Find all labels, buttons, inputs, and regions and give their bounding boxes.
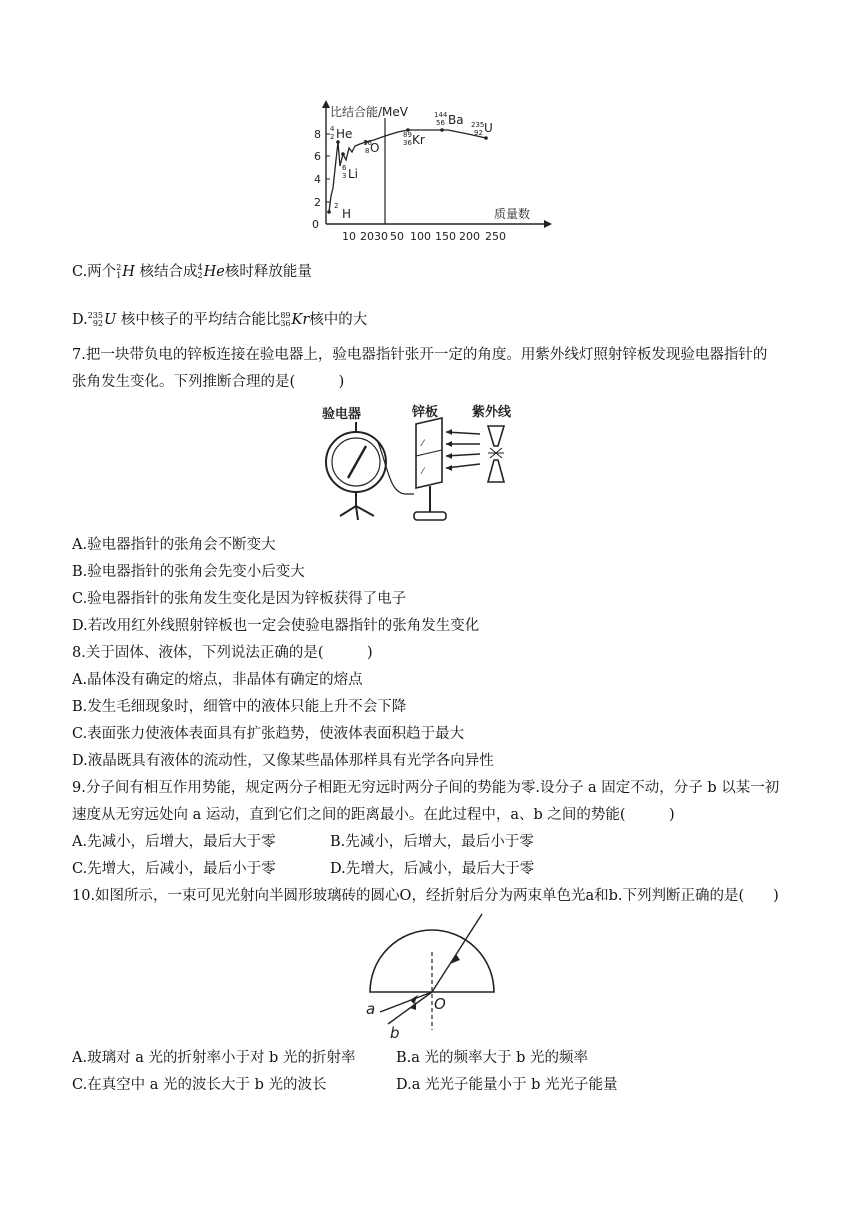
- q8-option-c: C.表面张力使液体表面具有扩张趋势，使液体表面积趋于最大: [72, 726, 465, 742]
- label-O-mass: 16: [363, 139, 372, 147]
- xtick-20: 20: [360, 230, 374, 243]
- label-U: U: [484, 121, 493, 135]
- q6-c-mid: 核结合成: [139, 264, 198, 280]
- q10-option-b: B.a 光的频率大于 b 光的频率: [396, 1050, 589, 1066]
- xtick-100: 100: [410, 230, 431, 243]
- q9-option-c: C.先增大，后减小，最后小于零: [72, 861, 276, 877]
- xtick-250: 250: [485, 230, 506, 243]
- xtick-30: 30: [374, 230, 388, 243]
- q6-c-iso2: 4 2: [197, 263, 203, 280]
- q10-option-a: A.玻璃对 a 光的折射率小于对 b 光的折射率: [72, 1050, 356, 1066]
- q6-d-nucleus2: Kr: [291, 312, 310, 328]
- q6-c-nucleus2: He: [203, 264, 225, 280]
- q7-option-c: C.验电器指针的张角发生变化是因为锌板获得了电子: [72, 591, 407, 607]
- binding-energy-figure: [308, 100, 553, 246]
- ytick-4: 4: [314, 173, 321, 186]
- q8-option-d: D.液晶既具有液体的流动性，又像某些晶体那样具有光学各向异性: [72, 753, 494, 769]
- electroscope-needle: [348, 446, 366, 478]
- zinc-mark-1: ⁄: [422, 439, 424, 449]
- q9-option-d: D.先增大，后减小，最后大于零: [330, 861, 535, 877]
- x-axis-arrow: [544, 220, 552, 228]
- label-O-z: 8: [365, 147, 370, 155]
- q9-stem-line2: 速度从无穷远处向 a 运动，直到它们之间的距离最小。在此过程中，a、b 之间的势能( ): [72, 807, 675, 823]
- q7-option-d: D.若改用红外线照射锌板也一定会使验电器指针的张角发生变化: [72, 618, 480, 634]
- q6-d-iso1: 235 92: [87, 311, 103, 328]
- q10-option-c: C.在真空中 a 光的波长大于 b 光的波长: [72, 1077, 327, 1093]
- label-Li: Li: [348, 167, 359, 181]
- point-Ba144: [440, 128, 444, 132]
- electroscope-tripod: [340, 506, 374, 520]
- q7-stem-line1: 7.把一块带负电的锌板连接在验电器上，验电器指针张开一定的角度。用紫外线灯照射锌板发现验电器指针的: [72, 347, 768, 363]
- semicircle-glass-figure: [350, 912, 510, 1040]
- q6-d-nucleus1: U: [104, 312, 117, 328]
- xtick-200: 200: [459, 230, 480, 243]
- q6-option-d: [72, 310, 367, 330]
- uv-rays: [446, 432, 480, 468]
- label-He4: He: [336, 127, 353, 141]
- ray-a: [380, 992, 432, 1012]
- label-Kr-mass: 89: [403, 131, 412, 139]
- q8-stem: 8.关于固体、液体，下列说法正确的是( ): [72, 645, 373, 661]
- incident-ray: [432, 914, 482, 992]
- label-O: O: [370, 141, 380, 155]
- q6-d-iso2: 89 36: [280, 311, 291, 328]
- y-axis-arrow: [322, 100, 330, 108]
- q10-stem: 10.如图所示，一束可见光射向半圆形玻璃砖的圆心O，经折射后分为两束单色光a和b.下列判断正确的是( ): [72, 888, 779, 904]
- uv-label: 紫外线: [472, 405, 512, 420]
- zinc-plate-divider: [416, 450, 442, 456]
- point-U235: [484, 136, 488, 140]
- label-Ba-mass: 144: [434, 111, 448, 119]
- y-axis-label: 比结合能/MeV: [330, 105, 408, 119]
- binding-energy-svg: [308, 100, 553, 246]
- electroscope-svg: [318, 398, 540, 528]
- label-a: a: [366, 1000, 376, 1018]
- label-U-z: 92: [474, 129, 483, 137]
- q9-option-b: B.先减小，后增大，最后小于零: [330, 834, 534, 850]
- label-He4-z: 2: [330, 133, 335, 141]
- q9-stem-line1: 9.分子间有相互作用势能，规定两分子相距无穷远时两分子间的势能为零.设分子 a 固定不动，分子 b 以某一初: [72, 780, 780, 796]
- label-O: O: [434, 995, 446, 1013]
- q7-option-b: B.验电器指针的张角会先变小后变大: [72, 564, 305, 580]
- label-Li-mass: 6: [342, 164, 347, 172]
- ytick-0: 0: [312, 218, 319, 231]
- q6-c-iso1: 2 1: [116, 263, 122, 280]
- q7-stem-line2: 张角发生变化。下列推断合理的是( ): [72, 374, 345, 390]
- zinc-base: [414, 512, 446, 520]
- q6-option-c: [72, 262, 312, 282]
- electroscope-label: 验电器: [322, 407, 362, 422]
- label-H-mass: 2: [334, 202, 339, 210]
- point-Li6: [341, 152, 345, 156]
- label-Ba: Ba: [448, 113, 464, 127]
- label-Kr: Kr: [412, 133, 425, 147]
- uv-lamp-bottom: [488, 460, 504, 482]
- electroscope-figure: [318, 398, 540, 528]
- q6-d-suffix: 核中的大: [309, 312, 368, 328]
- semicircle-glass-svg: [350, 912, 510, 1040]
- xtick-50: 50: [390, 230, 404, 243]
- q6-d-mid: 核中核子的平均结合能比: [120, 312, 281, 328]
- q6-c-prefix: C.两个: [72, 264, 117, 280]
- label-Kr-z: 36: [403, 139, 412, 147]
- x-axis-label: 质量数: [494, 207, 531, 221]
- zinc-mark-2: ⁄: [422, 467, 424, 477]
- label-Li-z: 3: [342, 172, 347, 180]
- uv-lamp-spark: [488, 448, 504, 458]
- point-H2: [327, 210, 331, 214]
- xtick-150: 150: [435, 230, 456, 243]
- uv-lamp-top: [488, 426, 504, 446]
- q10-option-d: D.a 光光子能量小于 b 光光子能量: [396, 1077, 618, 1093]
- label-He4-mass: 4: [330, 125, 335, 133]
- ytick-2: 2: [314, 196, 321, 209]
- label-Ba-z: 56: [436, 119, 445, 127]
- label-H: H: [342, 207, 352, 221]
- ray-b-arrow: [410, 1002, 416, 1010]
- label-b: b: [390, 1024, 400, 1040]
- q9-option-a: A.先减小，后增大，最后大于零: [72, 834, 276, 850]
- q6-c-suffix: 核时释放能量: [224, 264, 312, 280]
- label-U-mass: 235: [471, 121, 485, 129]
- q7-option-a: A.验电器指针的张角会不断变大: [72, 537, 276, 553]
- zinc-plate-label: 锌板: [412, 405, 439, 420]
- x-ticks: [342, 230, 506, 243]
- q6-c-nucleus1: H: [122, 264, 135, 280]
- q8-option-b: B.发生毛细现象时，细管中的液体只能上升不会下降: [72, 699, 407, 715]
- q8-option-a: A.晶体没有确定的熔点，非晶体有确定的熔点: [72, 672, 363, 688]
- ytick-6: 6: [314, 150, 321, 163]
- ytick-8: 8: [314, 128, 321, 141]
- xtick-10: 10: [342, 230, 356, 243]
- y-ticks: [312, 128, 330, 231]
- q6-d-prefix: D.: [72, 312, 88, 328]
